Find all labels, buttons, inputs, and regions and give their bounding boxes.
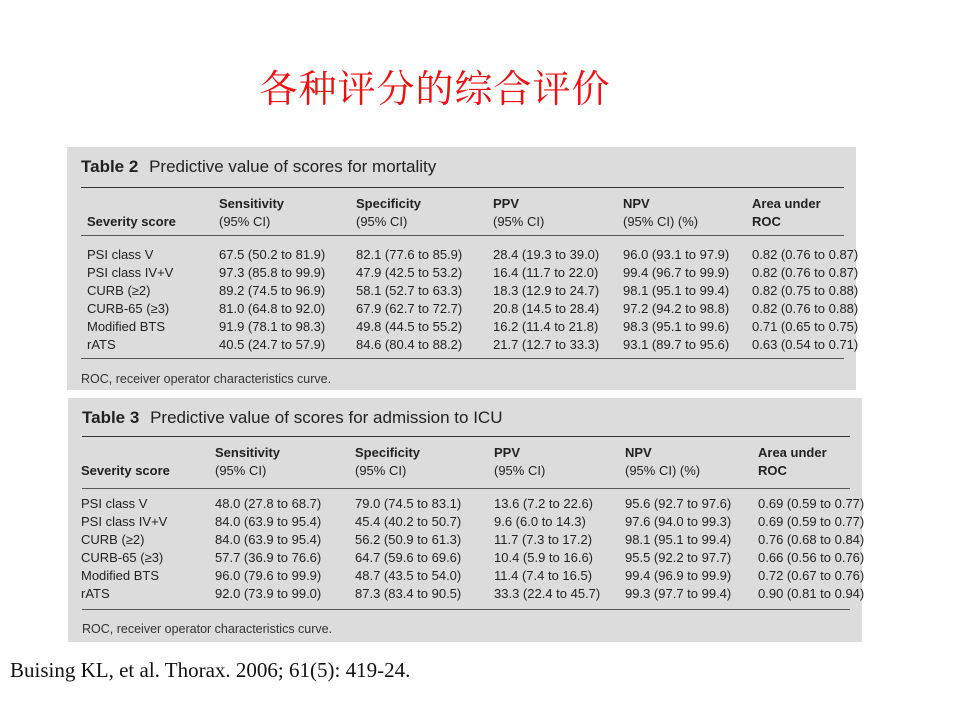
table-cell: 56.2 (50.9 to 61.3)	[355, 532, 462, 547]
column-header-line1: Sensitivity	[219, 196, 285, 211]
column-header	[215, 444, 280, 480]
column-header	[219, 195, 284, 231]
table-cell: 95.5 (92.2 to 97.7)	[625, 550, 732, 565]
row-label: Modified BTS	[81, 568, 160, 583]
table-title	[82, 408, 502, 428]
table-cell: 20.8 (14.5 to 28.4)	[493, 301, 600, 316]
row-label: PSI class V	[87, 247, 154, 262]
column-header	[623, 195, 698, 231]
table-cell: 0.82 (0.76 to 0.87)	[752, 247, 859, 262]
column-header	[493, 195, 544, 231]
column-header	[758, 444, 827, 480]
table-cell: 99.3 (97.7 to 99.4)	[625, 586, 732, 601]
column-header-line2: Severity score	[87, 214, 176, 229]
table-cell: 97.6 (94.0 to 99.3)	[625, 514, 732, 529]
table-cell: 84.6 (80.4 to 88.2)	[356, 337, 463, 352]
citation: Buising KL, et al. Thorax. 2006; 61(5): 419-24.	[10, 658, 411, 682]
column-header-line1: Specificity	[356, 196, 422, 211]
row-label: rATS	[81, 586, 110, 601]
table-caption: Predictive value of scores for mortality	[149, 157, 437, 176]
table-cell: 84.0 (63.9 to 95.4)	[215, 532, 322, 547]
column-header-line2: (95% CI)	[215, 463, 267, 478]
column-header-line2: (95% CI)	[356, 214, 408, 229]
table-cell: 47.9 (42.5 to 53.2)	[356, 265, 463, 280]
table-footnote: ROC, receiver operator characteristics curve.	[81, 372, 332, 386]
column-header-line1	[87, 195, 176, 213]
table-cell: 92.0 (73.9 to 99.0)	[215, 586, 322, 601]
column-header-line1	[81, 444, 170, 462]
row-label: CURB-65 (≥3)	[87, 301, 170, 316]
slide-title: 各种评分的综合评价	[259, 67, 611, 111]
column-header-line1: PPV	[494, 445, 521, 460]
column-header	[356, 195, 421, 231]
table-cell: 97.3 (85.8 to 99.9)	[219, 265, 326, 280]
row-label: rATS	[87, 337, 116, 352]
column-header-line1: Area under	[752, 196, 821, 211]
column-header	[355, 444, 420, 480]
table-cell: 16.4 (11.7 to 22.0)	[493, 265, 599, 280]
table-cell: 67.5 (50.2 to 81.9)	[219, 247, 326, 262]
header-top-rule	[81, 187, 844, 188]
column-header-line1: Specificity	[355, 445, 421, 460]
table-cell: 0.82 (0.76 to 0.88)	[752, 301, 859, 316]
table-cell: 84.0 (63.9 to 95.4)	[215, 514, 322, 529]
table-cell: 9.6 (6.0 to 14.3)	[494, 514, 586, 529]
table-cell: 87.3 (83.4 to 90.5)	[355, 586, 462, 601]
table-cell: 89.2 (74.5 to 96.9)	[219, 283, 326, 298]
row-label: CURB (≥2)	[81, 532, 145, 547]
column-header-line2: (95% CI)	[494, 463, 546, 478]
table-cell: 99.4 (96.9 to 99.9)	[625, 568, 732, 583]
table-number: Table 3	[82, 408, 140, 427]
table-cell: 11.4 (7.4 to 16.5)	[494, 568, 593, 583]
row-label: Modified BTS	[87, 319, 166, 334]
table-cell: 10.4 (5.9 to 16.6)	[494, 550, 594, 565]
table-cell: 0.66 (0.56 to 0.76)	[758, 550, 865, 565]
column-header-line2: (95% CI)	[355, 463, 407, 478]
table-cell: 82.1 (77.6 to 85.9)	[356, 247, 463, 262]
table-cell: 0.76 (0.68 to 0.84)	[758, 532, 865, 547]
row-label: PSI class V	[81, 496, 148, 511]
column-header-line2: Severity score	[81, 463, 170, 478]
table-cell: 57.7 (36.9 to 76.6)	[215, 550, 322, 565]
table-cell: 13.6 (7.2 to 22.6)	[494, 496, 594, 511]
table-cell: 48.7 (43.5 to 54.0)	[355, 568, 462, 583]
column-header	[87, 195, 176, 231]
table-caption: Predictive value of scores for admission to ICU	[150, 408, 503, 427]
column-header	[494, 444, 545, 480]
column-header-line2: (95% CI)	[219, 214, 271, 229]
row-label: CURB-65 (≥3)	[81, 550, 164, 565]
table-cell: 98.1 (95.1 to 99.4)	[625, 532, 732, 547]
row-label: PSI class IV+V	[81, 514, 168, 529]
table-cell: 11.7 (7.3 to 17.2)	[494, 532, 593, 547]
column-header-line1: Area under	[758, 445, 827, 460]
table-cell: 98.1 (95.1 to 99.4)	[623, 283, 730, 298]
table-cell: 99.4 (96.7 to 99.9)	[623, 265, 730, 280]
table-cell: 64.7 (59.6 to 69.6)	[355, 550, 462, 565]
table-cell: 93.1 (89.7 to 95.6)	[623, 337, 730, 352]
table-cell: 0.82 (0.76 to 0.87)	[752, 265, 859, 280]
table-cell: 45.4 (40.2 to 50.7)	[355, 514, 462, 529]
column-header	[625, 444, 700, 480]
table-cell: 58.1 (52.7 to 63.3)	[356, 283, 463, 298]
column-header-line1: NPV	[623, 196, 650, 211]
column-header-line2: (95% CI) (%)	[623, 214, 699, 229]
table-cell: 0.72 (0.67 to 0.76)	[758, 568, 865, 583]
table-cell: 48.0 (27.8 to 68.7)	[215, 496, 322, 511]
table-2	[67, 147, 859, 390]
table-3	[68, 398, 865, 642]
header-top-rule	[82, 436, 850, 437]
table-cell: 0.69 (0.59 to 0.77)	[758, 514, 865, 529]
table-cell: 96.0 (93.1 to 97.9)	[623, 247, 730, 262]
table-number: Table 2	[81, 157, 139, 176]
table-cell: 0.71 (0.65 to 0.75)	[752, 319, 859, 334]
column-header-line1: Sensitivity	[215, 445, 281, 460]
column-header-line2: (95% CI) (%)	[625, 463, 701, 478]
column-header-line1: PPV	[493, 196, 520, 211]
table-cell: 16.2 (11.4 to 21.8)	[493, 319, 599, 334]
table-cell: 0.63 (0.54 to 0.71)	[752, 337, 859, 352]
table-cell: 95.6 (92.7 to 97.6)	[625, 496, 732, 511]
table-cell: 0.69 (0.59 to 0.77)	[758, 496, 865, 511]
row-label: CURB (≥2)	[87, 283, 151, 298]
table-cell: 0.82 (0.75 to 0.88)	[752, 283, 859, 298]
table-footnote: ROC, receiver operator characteristics curve.	[82, 622, 333, 636]
header-bottom-rule	[81, 235, 844, 236]
table-cell: 97.2 (94.2 to 98.8)	[623, 301, 730, 316]
table-cell: 21.7 (12.7 to 33.3)	[493, 337, 600, 352]
table-cell: 91.9 (78.1 to 98.3)	[219, 319, 326, 334]
column-header-line1: NPV	[625, 445, 652, 460]
table-cell: 98.3 (95.1 to 99.6)	[623, 319, 730, 334]
column-header-line2: ROC	[752, 214, 781, 229]
header-bottom-rule	[82, 488, 850, 489]
table-cell: 40.5 (24.7 to 57.9)	[219, 337, 326, 352]
table-cell: 79.0 (74.5 to 83.1)	[355, 496, 462, 511]
table-cell: 81.0 (64.8 to 92.0)	[219, 301, 326, 316]
body-bottom-rule	[82, 609, 850, 610]
table-cell: 33.3 (22.4 to 45.7)	[494, 586, 601, 601]
table-cell: 28.4 (19.3 to 39.0)	[493, 247, 600, 262]
table-cell: 67.9 (62.7 to 72.7)	[356, 301, 463, 316]
column-header	[752, 195, 821, 231]
body-bottom-rule	[81, 358, 844, 359]
column-header-line2: ROC	[758, 463, 787, 478]
row-label: PSI class IV+V	[87, 265, 174, 280]
table-cell: 18.3 (12.9 to 24.7)	[493, 283, 600, 298]
table-title	[81, 157, 436, 177]
table-cell: 0.90 (0.81 to 0.94)	[758, 586, 865, 601]
table-cell: 96.0 (79.6 to 99.9)	[215, 568, 322, 583]
column-header-line2: (95% CI)	[493, 214, 545, 229]
table-cell: 49.8 (44.5 to 55.2)	[356, 319, 463, 334]
column-header	[81, 444, 170, 480]
